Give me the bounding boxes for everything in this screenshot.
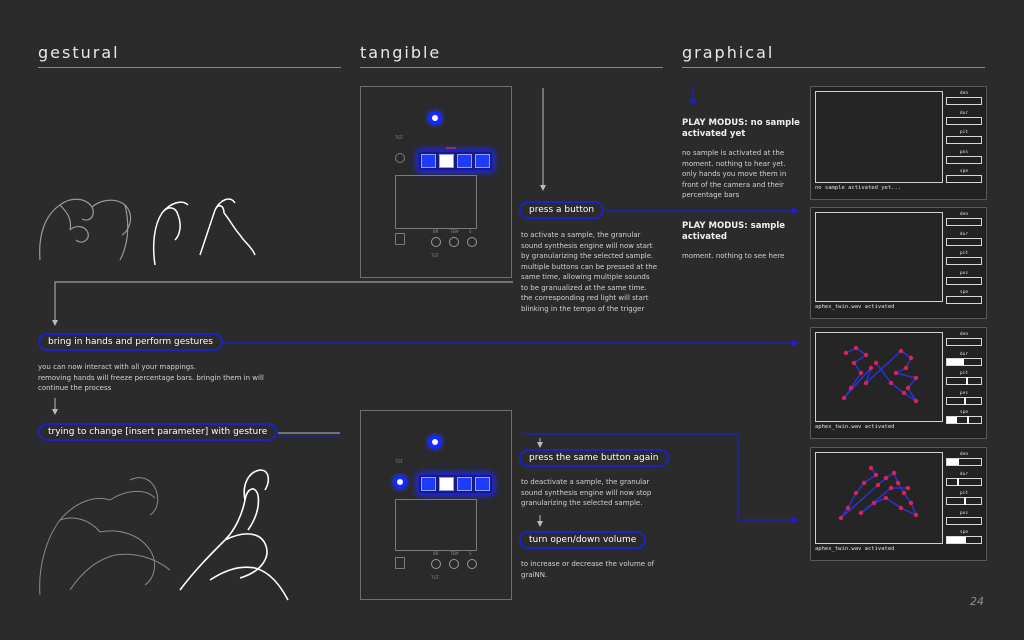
text-line: only hands you move them in [682,170,787,178]
hand-landmark-dot [896,481,900,485]
text-line: the corresponding red light will start [521,294,649,302]
hand-landmark-dot [852,361,856,365]
device-label: TGT [395,459,403,464]
bar-fill [947,459,959,465]
bar-track [946,136,982,144]
camera-view [815,212,943,302]
press-button-pill[interactable]: press a button [519,201,604,219]
hand-tracking-visual [816,333,942,421]
bar-label: pos [959,390,969,396]
bar-track [946,97,982,105]
percentage-bar-dur [946,231,982,251]
hand-landmark-dot [906,486,910,490]
text-line: sound synthesis engine will now start [521,241,653,250]
column-title-tangible: tangible [360,43,442,62]
percentage-bar-pit [946,250,982,270]
hand-landmark-dot [884,476,888,480]
text-line: same time, allowing multiple sounds [521,273,650,281]
percentage-bar-pos [946,390,982,410]
bar-marker [966,377,968,385]
bar-label: den [959,91,969,96]
jack-icon [395,557,405,569]
bar-label: pos [959,510,969,516]
bar-label: spe [959,530,969,535]
hand-landmark-dot [906,386,910,390]
bar-label: den [959,332,969,337]
percentage-bar-pit [946,129,982,149]
knob[interactable] [467,237,477,247]
bar-label: dur [959,351,969,357]
knob[interactable] [431,559,441,569]
bar-label: spe [959,290,969,295]
hand-landmark-dot [889,486,893,490]
title-line: PLAY MODUS: sample [682,221,786,231]
bar-label: pos [959,149,969,155]
text-line: continue the process [38,384,112,392]
text-line: to be granualized at the same time. [521,283,647,292]
panel-caption: aphex_twin.wav activated [815,424,895,430]
knob[interactable] [431,237,441,247]
sample-button [475,477,490,491]
text-line: blinking in the tempo of the trigger [521,304,645,313]
red-light [446,147,456,149]
hand-landmark-dot [874,361,878,365]
volume-pill[interactable]: turn open/down volume [519,531,646,549]
hand-landmark-dot [876,483,880,487]
bar-track [946,497,982,505]
bar-label: pit [959,251,969,256]
volume-description [521,559,681,580]
knob-label: S [469,551,472,556]
bar-track [946,156,982,164]
hand-landmark-dot [889,381,893,385]
jack-icon [395,233,405,245]
bar-label: dur [959,231,969,237]
sample-button [439,154,454,168]
percentage-bar-den [946,451,982,471]
bar-label: pit [959,130,969,135]
hand-landmark-dot [914,376,918,380]
mode-description-no-sample [682,148,802,201]
bar-track [946,175,982,183]
text-line: multiple buttons can be pressed at the [521,262,658,271]
text-line: sound synthesis engine will now stop [521,488,652,497]
text-line: front of the camera and their [682,180,784,189]
sample-button [421,154,436,168]
bar-track [946,338,982,346]
hand-landmark-dot [864,353,868,357]
bar-label: dur [959,471,969,477]
knob[interactable] [449,237,459,247]
screen-panel [810,327,987,439]
bar-track [946,377,982,385]
hand-landmark-dot [894,371,898,375]
led-indicator [428,435,442,449]
percentage-bar-den [946,331,982,351]
knob[interactable] [449,559,459,569]
text-line: to deactivate a sample, the granular [521,478,650,486]
hands-illustration-bottom [30,460,300,605]
sample-button [475,154,490,168]
hand-landmark-dot [884,496,888,500]
sample-button [457,154,472,168]
bar-marker [964,497,966,505]
hand-landmark-dot [909,501,913,505]
hand-landmark-dot [859,371,863,375]
hand-landmark-dot [859,511,863,515]
bar-fill [947,417,957,423]
column-title-graphical: graphical [682,43,775,62]
percentage-bars [946,331,982,429]
device-label: TGT [431,253,439,258]
title-line: activated yet [682,129,746,139]
bar-track [946,478,982,486]
camera-view [815,332,943,422]
panel-caption: aphex_twin.wav activated [815,546,895,552]
knob-label: S [469,229,472,234]
screen-panel [810,86,987,200]
controller-device-top [360,86,512,278]
side-knob[interactable] [395,153,405,163]
device-label: TGT [395,135,403,140]
bar-label: pos [959,270,969,276]
text-line: to increase or decrease the volume of [521,560,655,568]
gestures-pill[interactable]: bring in hands and perform gestures [38,333,223,351]
bar-track [946,517,982,525]
sample-button [421,477,436,491]
knob-label: BR [433,551,439,556]
mode-description-sample: moment. nothing to see here [682,252,785,260]
bar-track [946,536,982,544]
percentage-bar-pit [946,490,982,510]
screen-panel [810,207,987,319]
hand-landmark-dot [899,349,903,353]
camera-view [815,452,943,544]
hand-landmark-dot [899,506,903,510]
hand-landmark-dot [892,471,896,475]
hand-landmark-dot [902,491,906,495]
text-line: to activate a sample, the granular [521,231,641,239]
hand-landmark-dot [839,516,843,520]
knob-label: TEM [450,551,459,556]
controller-device-bottom [360,410,512,600]
bar-track [946,296,982,304]
hand-landmark-dot [849,386,853,390]
bar-label: den [959,452,969,457]
percentage-bar-spe [946,529,982,549]
bar-track [946,416,982,424]
page-number: 24 [970,595,984,608]
hand-landmark-dot [869,466,873,470]
mode-title-no-sample [682,118,800,140]
percentage-bar-den [946,211,982,231]
press-again-pill[interactable]: press the same button again [519,449,669,467]
text-line: no sample is activated at the [682,149,785,157]
column-title-gestural: gestural [38,43,120,62]
bar-fill [947,359,964,365]
bar-track [946,458,982,466]
hand-landmark-dot [914,399,918,403]
hand-landmark-dot [909,356,913,360]
bar-track [946,358,982,366]
mode-title-sample [682,221,785,243]
bar-fill [947,537,966,543]
hand-landmark-dot [854,491,858,495]
press-again-description [521,477,681,509]
text-line: graiNN. [521,570,548,579]
press-description [521,230,681,314]
bar-track [946,257,982,265]
text-line: moment. nothing to hear yet. [682,159,786,168]
percentage-bar-spe [946,289,982,309]
sample-button-row[interactable] [417,473,494,495]
percentage-bars [946,90,982,188]
panel-caption: no sample activated yet... [815,185,902,191]
text-line: removing hands will freeze percentage bars. bringin them in will [38,373,264,382]
hand-landmark-dot [902,391,906,395]
sample-button [457,477,472,491]
percentage-bar-dur [946,110,982,130]
percentage-bar-pit [946,370,982,390]
camera-view [815,91,943,183]
hand-landmark-dot [854,346,858,350]
percentage-bar-pos [946,149,982,169]
hand-landmark-dot [864,381,868,385]
bar-label: pit [959,371,969,376]
device-screen [395,175,477,229]
bar-track [946,397,982,405]
device-label: TGT [431,575,439,580]
bar-label: spe [959,169,969,174]
screen-panel [810,447,987,561]
hand-landmark-dot [914,513,918,517]
text-line: granularizing the selected sample. [521,499,643,507]
bar-marker [964,397,966,405]
bar-marker [967,416,969,424]
hand-landmark-dot [862,481,866,485]
sample-button [439,477,454,491]
change-parameter-pill[interactable]: trying to change [insert parameter] with gesture [38,423,277,441]
knob-label: TEM [450,229,459,234]
percentage-bar-dur [946,351,982,371]
bar-label: dur [959,110,969,116]
hand-landmark-dot [842,396,846,400]
title-line: activated [682,232,727,242]
percentage-bar-pos [946,510,982,530]
percentage-bar-pos [946,270,982,290]
percentage-bar-spe [946,168,982,188]
percentage-bar-den [946,90,982,110]
bar-label: den [959,212,969,217]
text-line: you can now interact with all your mappings. [38,363,197,371]
bar-label: spe [959,410,969,415]
percentage-bars [946,211,982,309]
bar-track [946,238,982,246]
gestures-description [38,362,338,394]
bar-track [946,277,982,285]
bar-track [946,117,982,125]
hand-landmark-dot [869,366,873,370]
sample-button-row[interactable] [417,150,494,172]
hand-landmark-dot [872,501,876,505]
hand-tracking-visual [816,453,942,543]
bar-track [946,218,982,226]
text-line: percentage bars [682,191,740,199]
knob-label: BR [433,229,439,234]
active-knob[interactable] [393,475,407,489]
hand-landmark-dot [844,351,848,355]
text-line: by granularizing the selected sample. [521,252,654,260]
hand-landmark-dot [846,506,850,510]
device-screen [395,499,477,551]
hand-landmark-dot [904,366,908,370]
bar-label: pit [959,491,969,496]
title-line: PLAY MODUS: no sample [682,118,800,128]
hand-landmark-dot [874,473,878,477]
knob[interactable] [467,559,477,569]
led-indicator [428,111,442,125]
hands-illustration-top [30,185,270,270]
bar-marker [957,478,959,486]
percentage-bar-dur [946,471,982,491]
percentage-bar-spe [946,409,982,429]
panel-caption: aphex_twin.wav activated [815,304,895,310]
percentage-bars [946,451,982,549]
